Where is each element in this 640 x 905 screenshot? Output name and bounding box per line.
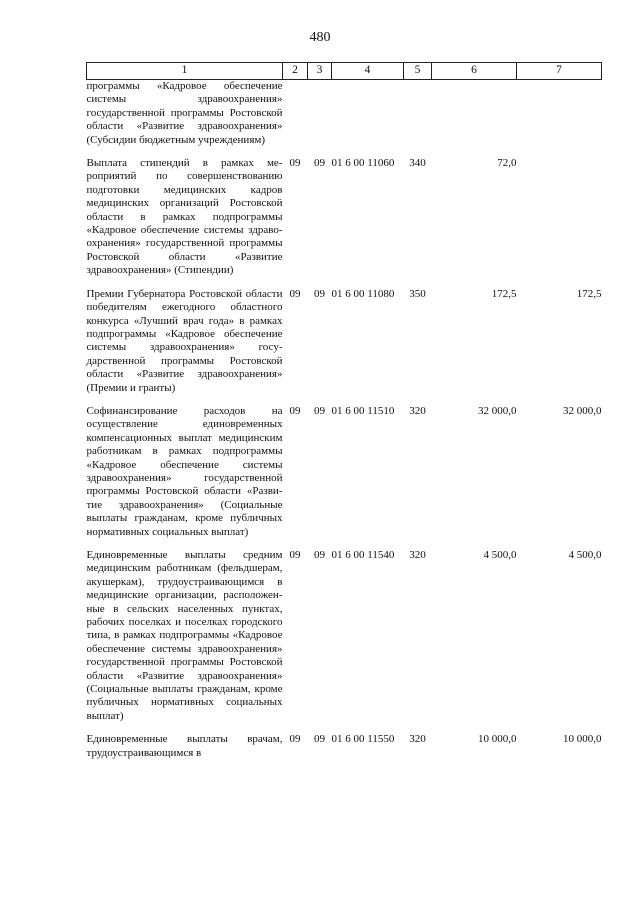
row-sum-1: 72,0 <box>497 157 517 170</box>
budget-table <box>86 62 602 760</box>
row-sum-2: 4 500,0 <box>568 549 602 561</box>
row-pr: 09 <box>314 733 325 746</box>
table-row <box>87 278 602 395</box>
row-sum-2: 172,5 <box>576 287 602 300</box>
row-pr: 09 <box>314 549 325 561</box>
row-vr <box>404 80 432 148</box>
header-col-1: 1 <box>87 63 283 80</box>
row-vr: 320 <box>409 549 426 561</box>
row-sum-1: 10 000,0 <box>478 733 517 746</box>
row-pr: 09 <box>314 287 325 300</box>
row-vr: 320 <box>409 733 426 746</box>
row-name: Единовременные выплаты средним медицинским работникам (фельдшерам, акушеркам), трудоустраивающимся в медицинские организации, расположенные в сельских населенных пунктах, рабочих поселках и поселках городского типа, в рамках подпрограммы «Кадровое обеспечение системы здравоохранения» государственной программы Ростовской области «Развитие здравоохранения» (Социальные выплаты гражданам, кроме публичных нормативных социальных выплат) <box>86 549 283 722</box>
row-csr <box>332 80 404 148</box>
row-vr: 320 <box>409 404 426 417</box>
header-col-7: 7 <box>517 63 602 80</box>
row-name: Премии Губернатора Ростовской области победителям ежегодного областного конкурса «Лучший врач года» в рамках подпрограммы «Кадровое обеспечение системы здравоохранения» государственной программы Ростовской области «Развитие здравоохранения» (Премии и гранты) <box>86 287 283 394</box>
row-rz: 09 <box>289 404 301 417</box>
row-sum-1: 4 500,0 <box>483 549 517 561</box>
table-row <box>87 723 602 760</box>
table-row <box>87 395 602 539</box>
row-rz: 09 <box>289 287 301 300</box>
row-name: программы «Кадровое обеспечение системы здравоохранения» государственной программы Ростовской области «Развитие здравоохранения» (Субсидии бюджетным учреждениям) <box>86 80 283 146</box>
row-pr: 09 <box>314 157 325 170</box>
row-name: Выплата стипендий в рамках мероприятий по совершенствованию подготовки медицинских кадров медицинских организаций Ростовской области в рамках подпрограммы «Кадровое обеспечение системы здравоохранения» государственной программы Ростовской области «Развитие здравоохранения» (Стипендии) <box>86 157 283 277</box>
row-sum-2 <box>517 80 602 148</box>
row-csr: 01 6 00 11550 <box>331 733 395 746</box>
header-col-2: 2 <box>283 63 308 80</box>
row-pr: 09 <box>314 404 325 417</box>
row-sum-1: 32 000,0 <box>478 404 517 417</box>
row-rz: 09 <box>289 733 301 746</box>
table-header-row <box>87 63 602 80</box>
row-rz: 09 <box>289 157 301 170</box>
table-row <box>87 539 602 723</box>
row-sum-2 <box>517 147 602 278</box>
row-csr: 01 6 00 11540 <box>331 549 395 561</box>
row-sum-2: 32 000,0 <box>563 404 602 417</box>
row-csr: 01 6 00 11060 <box>331 157 395 170</box>
table-row <box>87 80 602 148</box>
row-csr: 01 6 00 11080 <box>331 287 395 300</box>
row-sum-2: 10 000,0 <box>563 733 602 746</box>
row-name: Софинансирование расходов на осуществление единовременных компенсационных выплат медицинским работникам в рамках подпрограммы «Кадровое обеспечение системы здравоохранения» государственной программы Ростовской области «Развитие здравоохранения» (Социальные выплаты гражданам, кроме публичных нормативных социальных выплат) <box>86 404 283 538</box>
row-csr: 01 6 00 11510 <box>331 404 395 417</box>
row-rz <box>283 80 308 148</box>
row-pr <box>308 80 332 148</box>
row-rz: 09 <box>289 549 301 561</box>
row-sum-1: 172,5 <box>491 287 517 300</box>
header-col-5: 5 <box>404 63 432 80</box>
row-name: Единовременные выплаты врачам, трудоустраивающимся в <box>86 733 283 759</box>
table-row <box>87 147 602 278</box>
row-vr: 350 <box>409 287 426 300</box>
page-number: 480 <box>309 30 331 45</box>
header-col-4: 4 <box>332 63 404 80</box>
row-sum-1 <box>432 80 517 148</box>
header-col-6: 6 <box>432 63 517 80</box>
header-col-3: 3 <box>308 63 332 80</box>
row-vr: 340 <box>409 157 426 170</box>
